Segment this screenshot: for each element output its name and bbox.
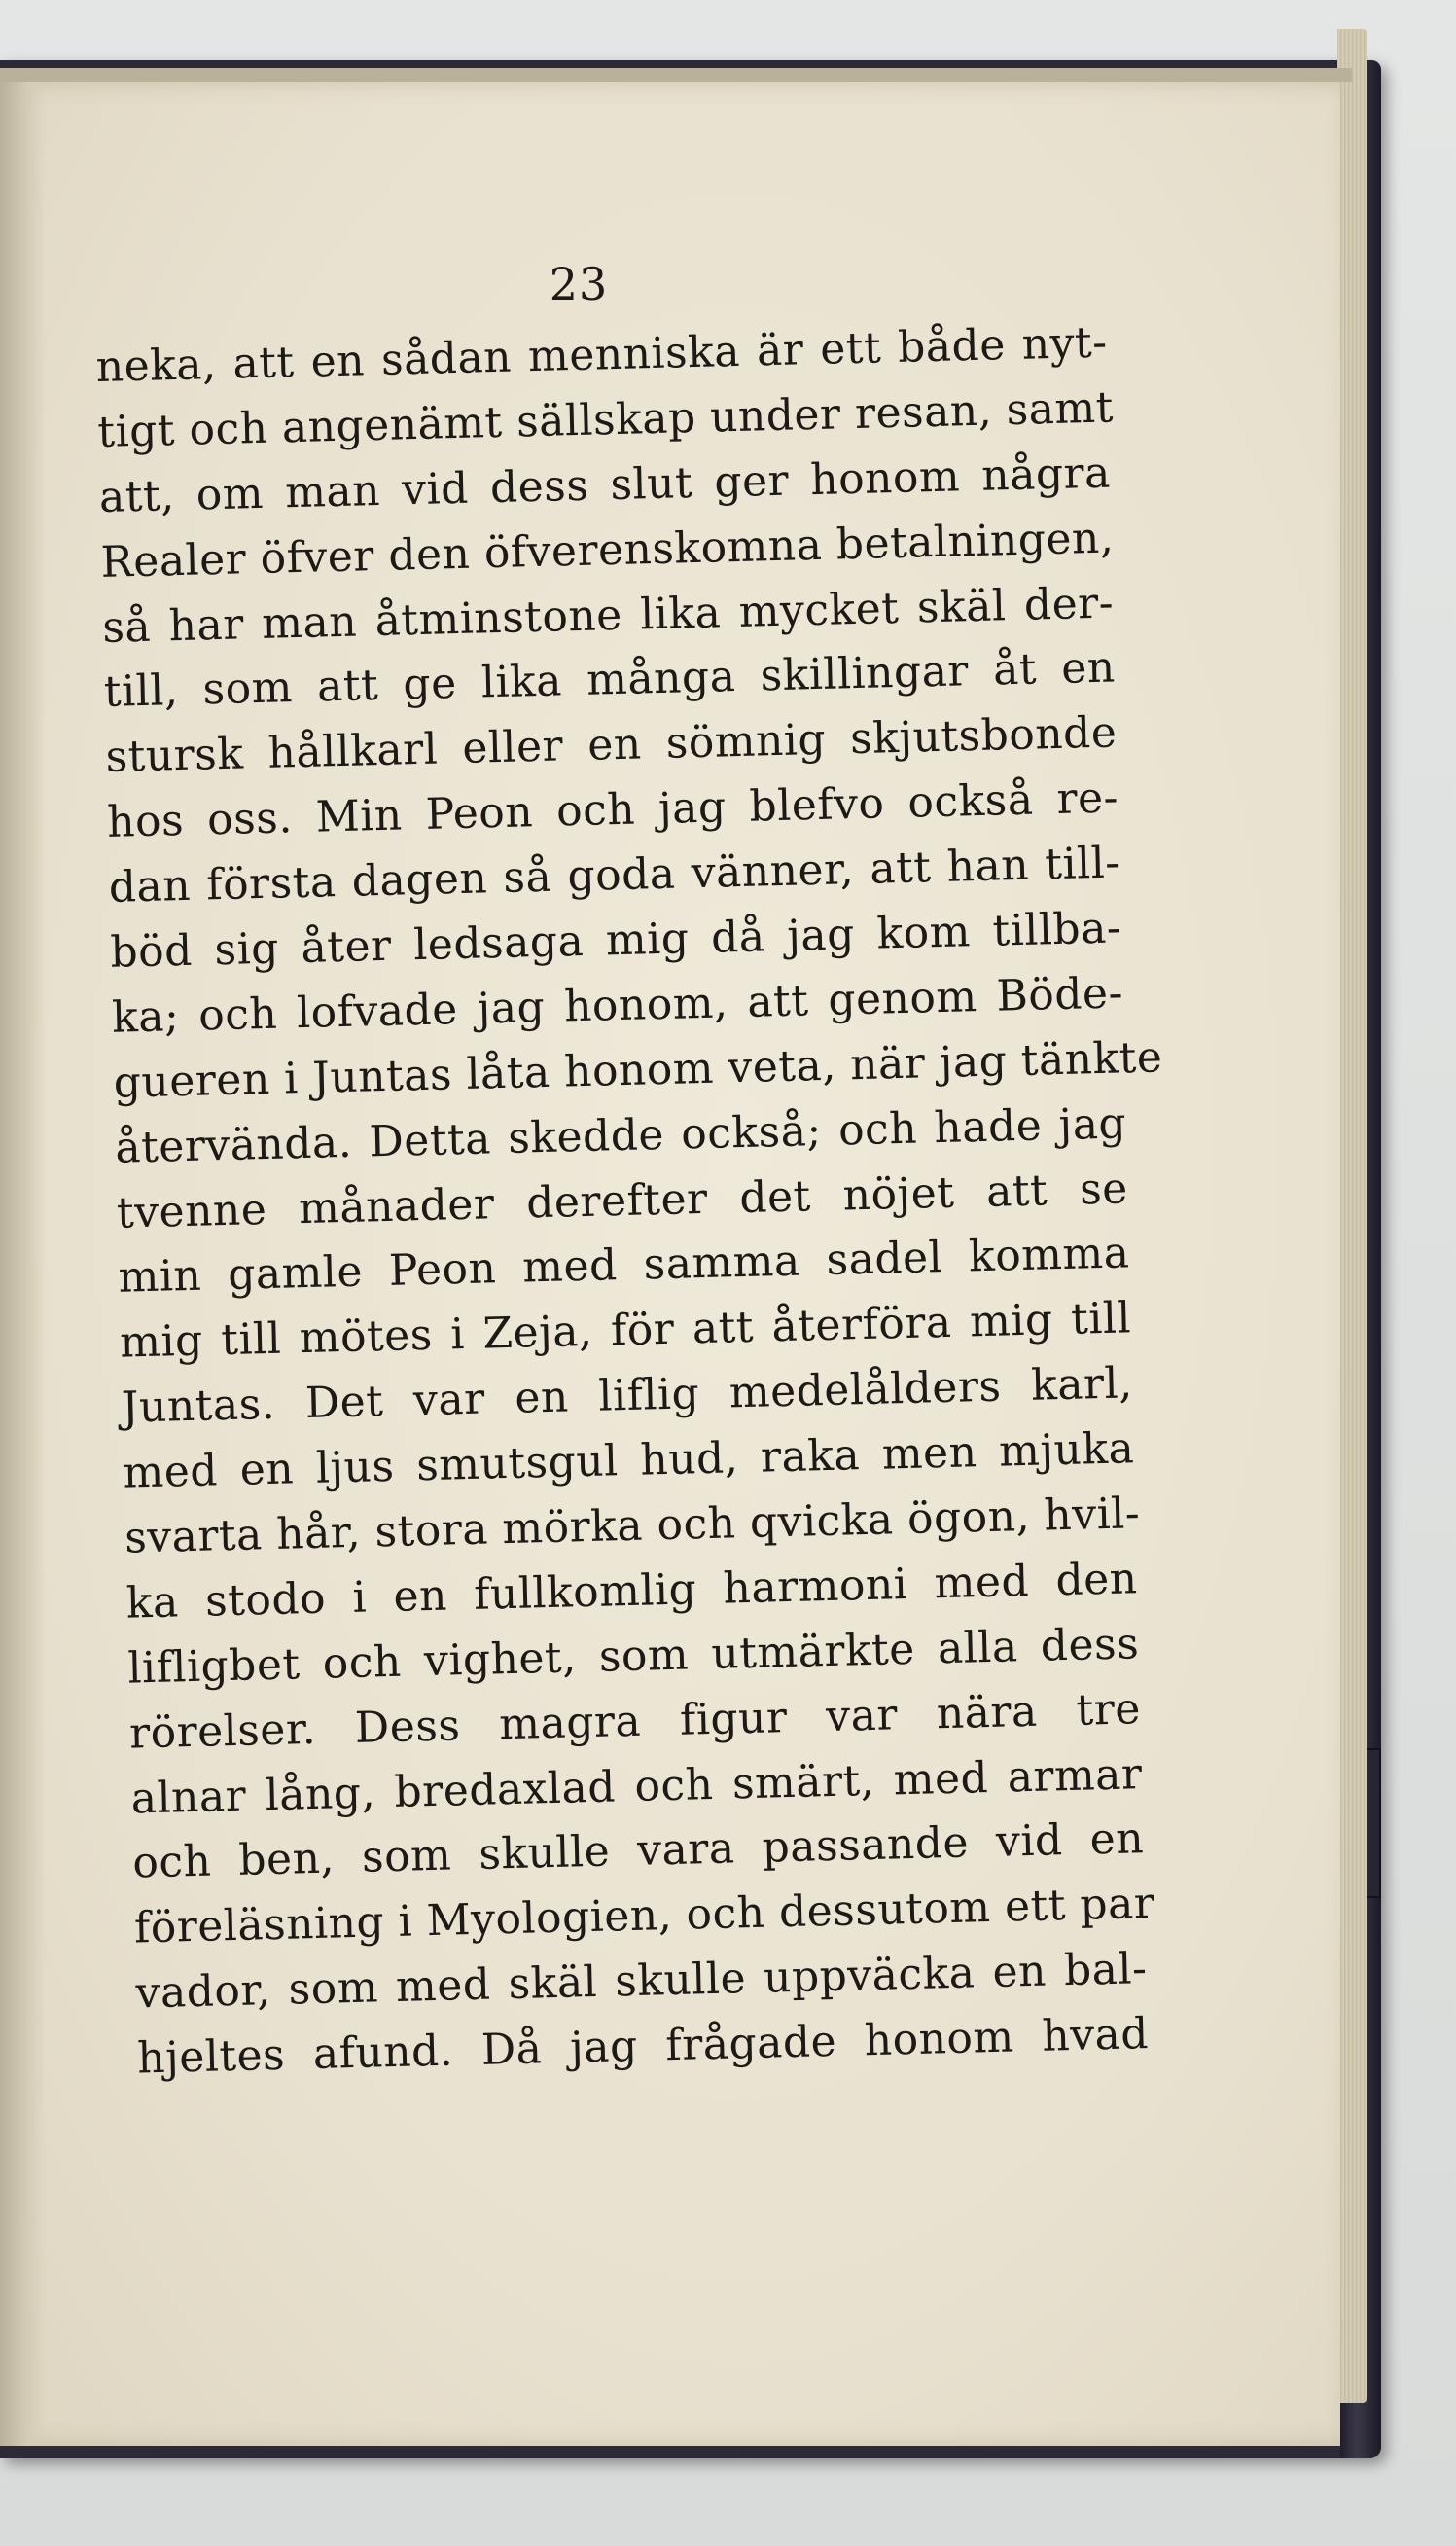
text-line: tigt och angenämt sällskap under resan, samt: [96, 382, 1115, 457]
text-line: gueren i Juntas låta honom veta, när jag tänkte: [113, 1032, 1163, 1108]
page-text: [95, 311, 1163, 2093]
text-line: föreläsning i Myologien, och dessutom ett par: [133, 1879, 1155, 1954]
text-line: tvenne månader derefter det nöjet att se: [116, 1163, 1129, 1238]
text-line: mig till mötes i Zeja, för att återföra mig till: [119, 1293, 1132, 1369]
text-line: och ben, som skulle vara passande vid en: [131, 1813, 1145, 1889]
text-line: stursk hållkarl eller en sömnig skjutsbonde: [104, 707, 1118, 783]
page-top-edge: [0, 68, 1352, 82]
page-number: 23: [549, 258, 609, 310]
page-block-edges: [1337, 29, 1367, 2403]
text-line: neka, att en sådan menniska är ett både nyt-: [95, 317, 1109, 392]
page-gutter: [0, 82, 47, 2446]
text-line: hos oss. Min Peon och jag blefvo också re-: [106, 772, 1119, 848]
text-line: svarta hår, stora mörka och qvicka ögon, hvil-: [124, 1488, 1141, 1563]
text-line: med en ljus smutsgul hud, raka men mjuka: [122, 1423, 1135, 1498]
text-line: ka stodo i en fullkomlig harmoni med den: [125, 1554, 1139, 1629]
text-line: vador, som med skäl skulle uppväcka en bal-: [135, 1944, 1148, 2019]
text-line: dan första dagen så goda vänner, att han till-: [108, 838, 1121, 913]
text-line: hjeltes afund. Då jag frågade honom hvad: [136, 2009, 1150, 2084]
text-line: så har man åtminstone lika mycket skäl der-: [101, 578, 1115, 653]
text-line: Realer öfver den öfverenskomna betalningen,: [100, 513, 1115, 588]
text-line: rörelser. Dess magra figur var nära tre: [128, 1683, 1142, 1759]
text-line: lifligbet och vighet, som utmärkte alla dess: [126, 1619, 1140, 1694]
text-line: till, som att ge lika många skillingar åt en: [103, 642, 1117, 718]
text-line: Juntas. Det var en liflig medelålders karl,: [121, 1358, 1134, 1433]
text-line: min gamle Peon med samma sadel komma: [118, 1228, 1130, 1304]
text-line: böd sig åter ledsaga mig då jag kom tillba-: [109, 903, 1122, 978]
text-line: ka; och lofvade jag honom, att genom Böde-: [111, 968, 1124, 1043]
text-line: att, om man vid dess slut ger honom några: [98, 448, 1112, 522]
text-line: återvända. Detta skedde också; och hade jag: [114, 1098, 1127, 1173]
text-line: alnar lång, bredaxlad och smärt, med armar: [130, 1748, 1144, 1824]
